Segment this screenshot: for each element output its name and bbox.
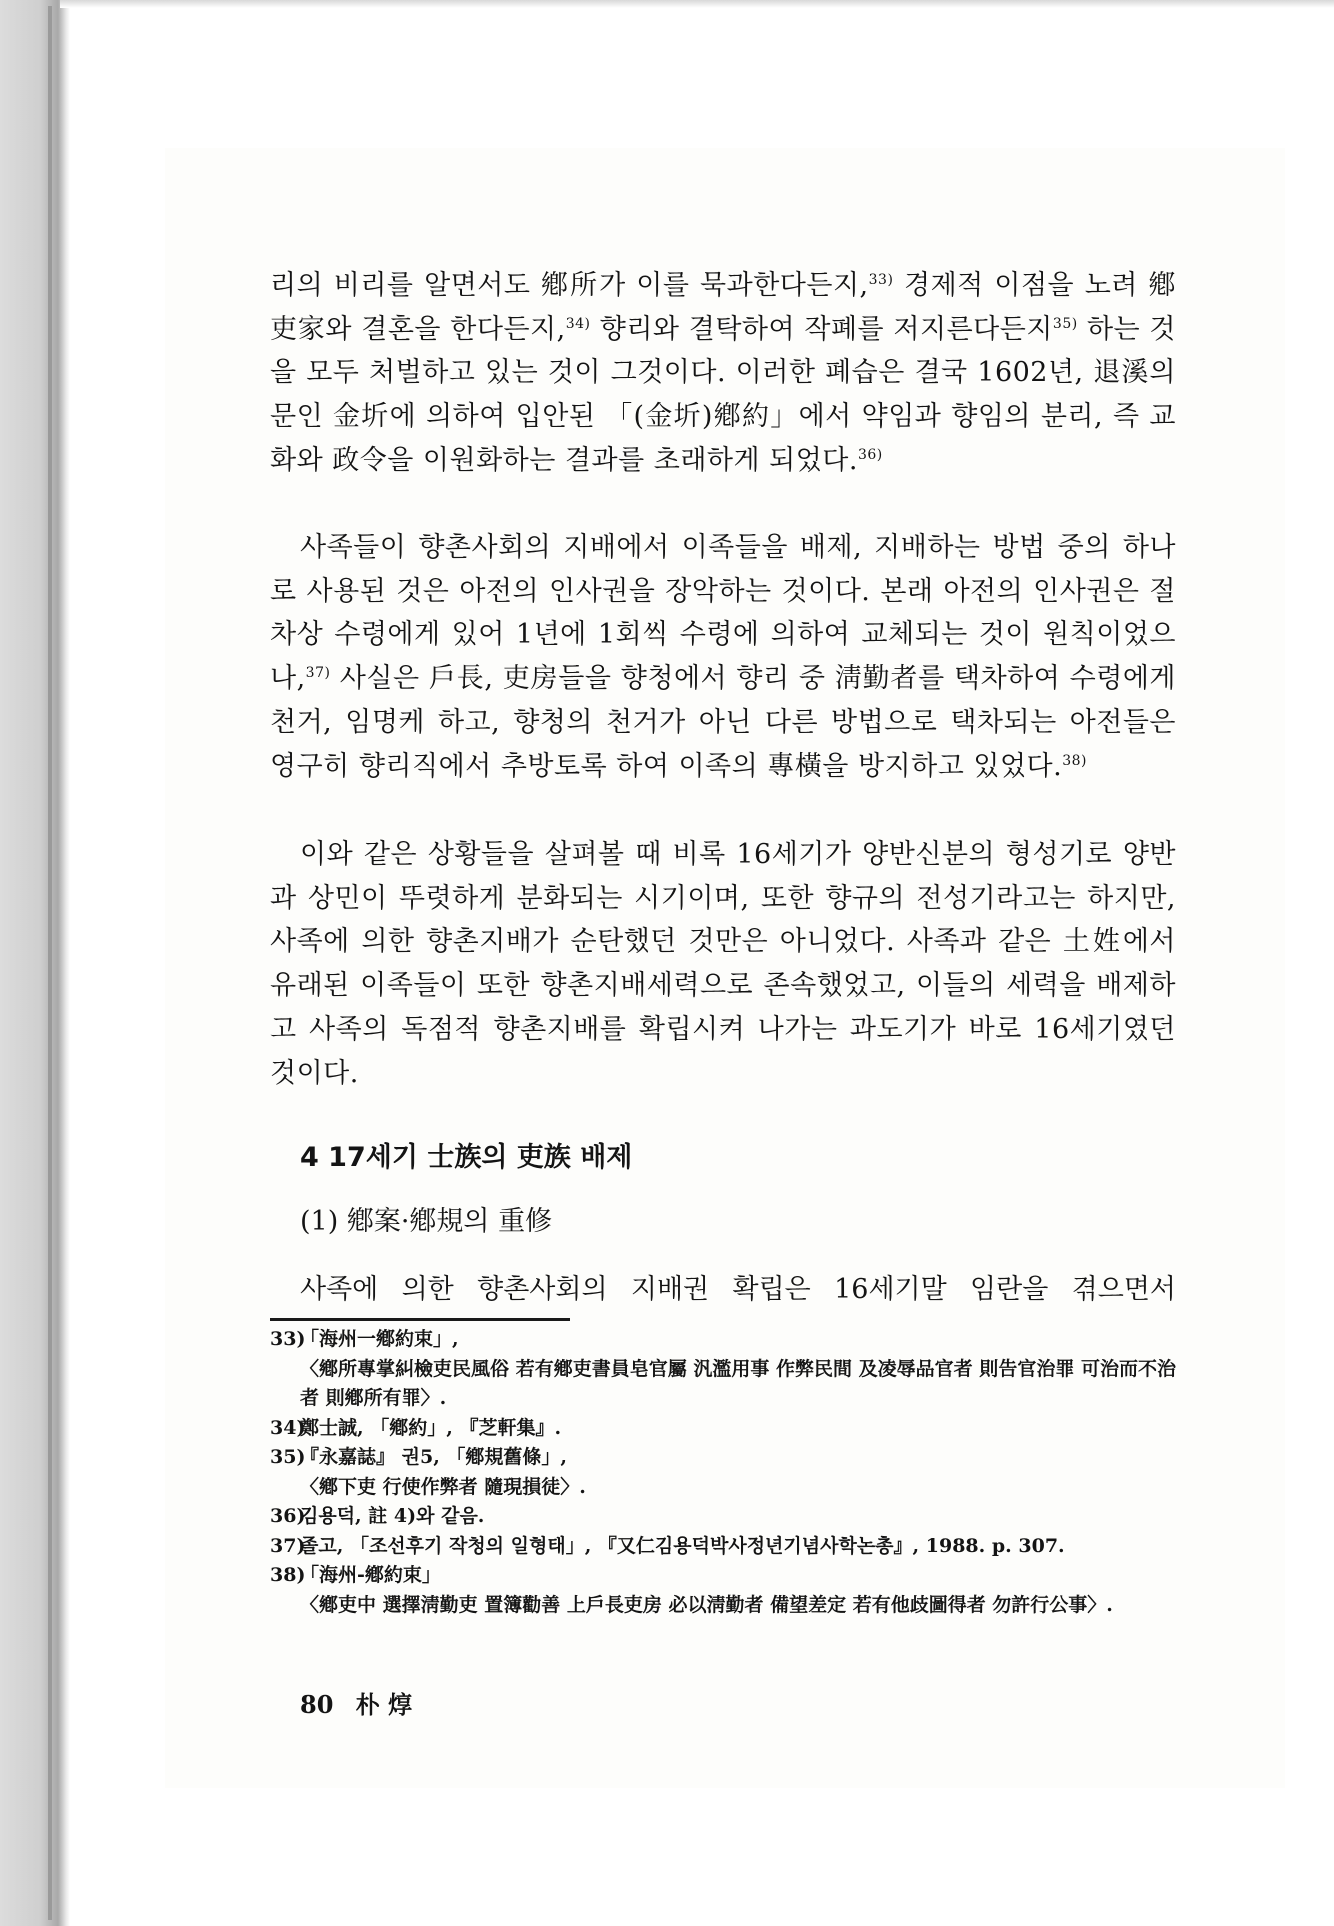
paragraph-text: 사실은 戶長, 吏房들을 향청에서 향리 중 淸勤者를 택차하여 수령에게 천거, 임명케 하고, 향청의 천거가 아닌 다른 방법으로 택차되는 아전들은 영구히 향리직에서 추방토록 하여 이족의 專橫을 방지하고 있었다. xyxy=(270,663,1176,782)
footnote-ref: 37) xyxy=(305,665,331,682)
top-shadow xyxy=(60,0,1334,8)
paragraph-text: 하는 것을 모두 처벌하고 있는 것이 그것이다. 이러한 폐습은 결국 1602년, 退溪의 문인 金圻에 의하여 입안된 「(金圻)鄕約」에서 약임과 향임의 분리, 즉 교화와 政令을 이원화하는 결과를 초래하게 되었다. xyxy=(270,313,1176,476)
paragraph-text: 리의 비리를 알면서도 鄕所가 이를 묵과한다든지, xyxy=(270,270,869,301)
footnote-text: 김용덕, 註 4)와 같음. xyxy=(300,1505,485,1527)
footnote-ref: 33) xyxy=(868,272,894,288)
footnote-38 xyxy=(270,1561,1176,1591)
footnote-36 xyxy=(270,1502,1176,1532)
footnote-text: 졸고, 「조선후기 작청의 일형태」, 『又仁김용덕박사정년기념사학논총』, 1988. p. 307. xyxy=(300,1534,1065,1557)
footnote-text: 「海州-鄕約束」 xyxy=(300,1564,441,1586)
paragraph-text: 경제적 이점을 노려 鄕吏家와 결혼을 한다든지, xyxy=(270,270,1176,345)
footnote-text: 「海州一鄕約束」, xyxy=(300,1328,459,1350)
paragraph-2 xyxy=(270,526,1176,788)
footnote-35 xyxy=(270,1443,1176,1473)
paragraph-4-first-line: 사족에 의한 향촌사회의 지배권 확립은 16세기말 임란을 겪으면서 xyxy=(300,1274,1176,1305)
footnote-number: 34) xyxy=(270,1416,306,1439)
footnote-33 xyxy=(270,1325,1176,1355)
page-footer xyxy=(300,1688,426,1722)
sub-heading: (1) 鄕案·鄕規의 重修 xyxy=(300,1206,553,1237)
footnote-text: 鄭士誠, 「鄕約」, 『芝軒集』. xyxy=(300,1416,562,1439)
footnote-37 xyxy=(270,1532,1176,1562)
footnote-ref: 34) xyxy=(565,315,591,332)
footnote-number: 37) xyxy=(270,1534,306,1557)
footnote-number: 36) xyxy=(270,1505,306,1527)
footnote-separator xyxy=(270,1318,570,1321)
paragraph-3 xyxy=(270,833,1176,1095)
paragraph-text: 사족들이 향촌사회의 지배에서 이족들을 배제, 지배하는 방법 중의 하나로 사용된 것은 아전의 인사권을 장악하는 것이다. 본래 아전의 인사권은 절차상 수령에게 있어 1년에 1회씩 수령에 의하여 교체되는 것이 원칙이었으나, xyxy=(270,532,1176,695)
footnotes xyxy=(270,1325,1176,1620)
footnote-number: 33) xyxy=(270,1328,306,1350)
paragraph-1 xyxy=(270,264,1176,483)
paragraph-text: 이와 같은 상황들을 살펴볼 때 비록 16세기가 양반신분의 형성기로 양반과 상민이 뚜렷하게 분화되는 시기이며, 또한 향규의 전성기라고는 하지만, 사족에 의한 향촌지배가 순탄했던 것만은 아니었다. 사족과 같은 土姓에서 유래된 이족들이 또한 향촌지배세력으로 존속했었고, 이들의 세력을 배제하고 사족의 독점적 향촌지배를 확립시켜 나가는 과도기가 바로 16세기였던 것이다. xyxy=(270,839,1176,1089)
footnote-ref: 36) xyxy=(857,446,883,463)
footnote-34 xyxy=(270,1414,1176,1444)
section-heading: 4 17세기 士族의 吏族 배제 xyxy=(300,1142,633,1173)
page-edge-line xyxy=(48,6,52,1920)
footnote-quote: 〈鄕吏中 選擇淸勤吏 置簿勸善 上戶長吏房 必以淸勤者 備望差定 若有他歧圖得者 勿許行公事〉. xyxy=(300,1593,1113,1616)
footnote-text: 『永嘉誌』 권5, 「鄕規舊條」, xyxy=(300,1446,568,1468)
footnote-number: 38) xyxy=(270,1564,306,1586)
book-page-edge xyxy=(0,0,70,1926)
paragraph-text: 향리와 결탁하여 작폐를 저지른다든지 xyxy=(590,313,1053,345)
footnote-ref: 35) xyxy=(1052,315,1078,332)
page-number: 80 xyxy=(300,1690,334,1719)
footnote-number: 35) xyxy=(270,1446,306,1468)
running-author: 朴 焞 xyxy=(355,1690,413,1719)
footnote-ref: 38) xyxy=(1062,752,1087,769)
footnote-quote: 〈鄕下吏 行使作弊者 隨現損徒〉. xyxy=(300,1475,586,1498)
footnote-quote: 〈鄕所專掌糾檢吏民風俗 若有鄕吏書員皂官屬 汎濫用事 作弊民間 及凌辱品官者 則告官治罪 可治而不治者 則鄕所有罪〉. xyxy=(300,1357,1176,1409)
